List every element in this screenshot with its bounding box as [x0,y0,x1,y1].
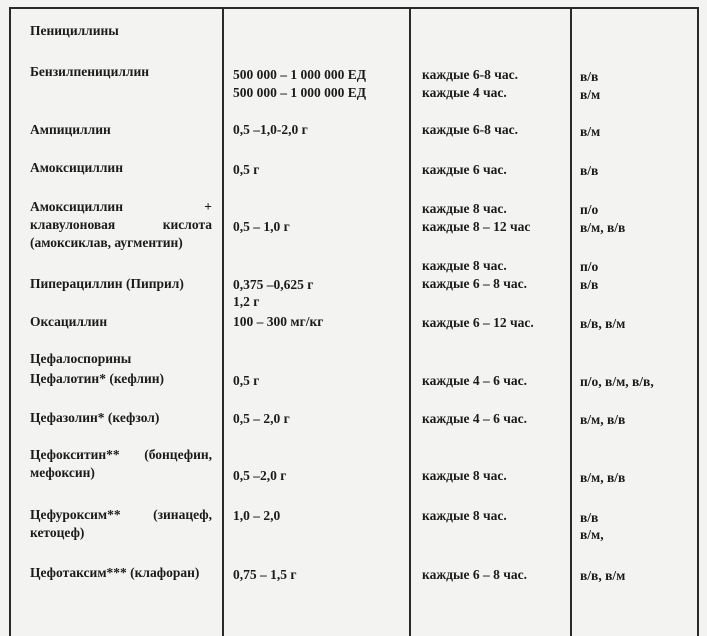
table-row-frequency: каждые 4 – 6 час. [422,373,527,388]
table-left-border [9,7,11,636]
table-row-route: п/о [580,202,599,217]
table-row-dose: 0,5 – 2,0 г [233,411,290,426]
table-row-drug: Амоксициллин + клавулоновая кислота (амоксиклав, аугментин) [30,199,212,250]
table-row-dose: 1,0 – 2,0 [233,508,281,523]
table-row-drug: Цефалоспорины [30,351,132,366]
table-row-route: в/м, в/в [580,220,626,235]
table-row-dose: 0,75 – 1,5 г [233,567,297,582]
table-row-route: п/о [580,259,599,274]
table-row-dose: 0,5 г [233,162,260,177]
table-row-drug: Цефокситин** (бонцефин, мефоксин) [30,447,212,480]
table-row-frequency: каждые 6-8 час. [422,67,518,82]
table-row-dose: 500 000 – 1 000 000 ЕД [233,67,367,82]
table-row-route: в/в [580,277,599,292]
table-row-frequency: каждые 8 час. [422,258,507,273]
table-row-route: в/в [580,163,599,178]
table-row-frequency: каждые 8 час. [422,468,507,483]
table-row-dose: 0,375 –0,625 г [233,277,314,292]
table-row-drug: Цефотаксим*** (клафоран) [30,565,200,580]
table-row-frequency: каждые 8 – 12 час [422,219,531,234]
table-row-dose: 500 000 – 1 000 000 ЕД [233,85,367,100]
table-row-frequency: каждые 6 – 8 час. [422,567,527,582]
table-row-dose: 0,5 – 1,0 г [233,219,290,234]
column-divider-3 [570,7,572,636]
table-row-route: в/м [580,124,601,139]
table-row-route: в/в, в/м [580,316,626,331]
table-row-route: в/м, в/в [580,470,626,485]
table-row-route: в/в, в/м [580,568,626,583]
table-row-dose: 0,5 –1,0-2,0 г [233,122,308,137]
table-row-route: в/м [580,87,601,102]
table-row-frequency: каждые 6 – 12 час. [422,315,534,330]
table-row-frequency: каждые 8 час. [422,201,507,216]
table-row-route: в/м, в/в [580,412,626,427]
table-row-frequency: каждые 4 – 6 час. [422,411,527,426]
table-row-route: п/о, в/м, в/в, [580,374,654,389]
table-row-drug: Пиперациллин (Пиприл) [30,276,184,291]
table-row-dose: 0,5 г [233,373,260,388]
table-row-dose: 0,5 –2,0 г [233,468,287,483]
column-divider-2 [409,7,411,636]
table-row-drug: Оксациллин [30,314,108,329]
table-row-drug: Пенициллины [30,23,119,38]
table-row-dose: 1,2 г [233,294,260,309]
column-divider-1 [222,7,224,636]
table-row-dose: 100 – 300 мг/кг [233,314,324,329]
table-row-route: в/в [580,510,599,525]
table-row-route: в/в [580,69,599,84]
table-row-drug: Цефуроксим** (зинацеф, кетоцеф) [30,507,212,540]
table-row-frequency: каждые 6 час. [422,162,507,177]
table-row-frequency: каждые 4 час. [422,85,507,100]
table-top-border [9,7,698,9]
table-row-frequency: каждые 6-8 час. [422,122,518,137]
table-row-drug: Ампициллин [30,122,111,137]
table-row-drug: Цефалотин* (кефлин) [30,371,165,386]
table-right-border [697,7,699,636]
table-row-frequency: каждые 6 – 8 час. [422,276,527,291]
table-row-drug: Бензилпенициллин [30,64,150,79]
table-row-drug: Цефазолин* (кефзол) [30,410,160,425]
table-row-route: в/м, [580,527,604,542]
table-row-drug: Амоксициллин [30,160,123,175]
table-row-frequency: каждые 8 час. [422,508,507,523]
